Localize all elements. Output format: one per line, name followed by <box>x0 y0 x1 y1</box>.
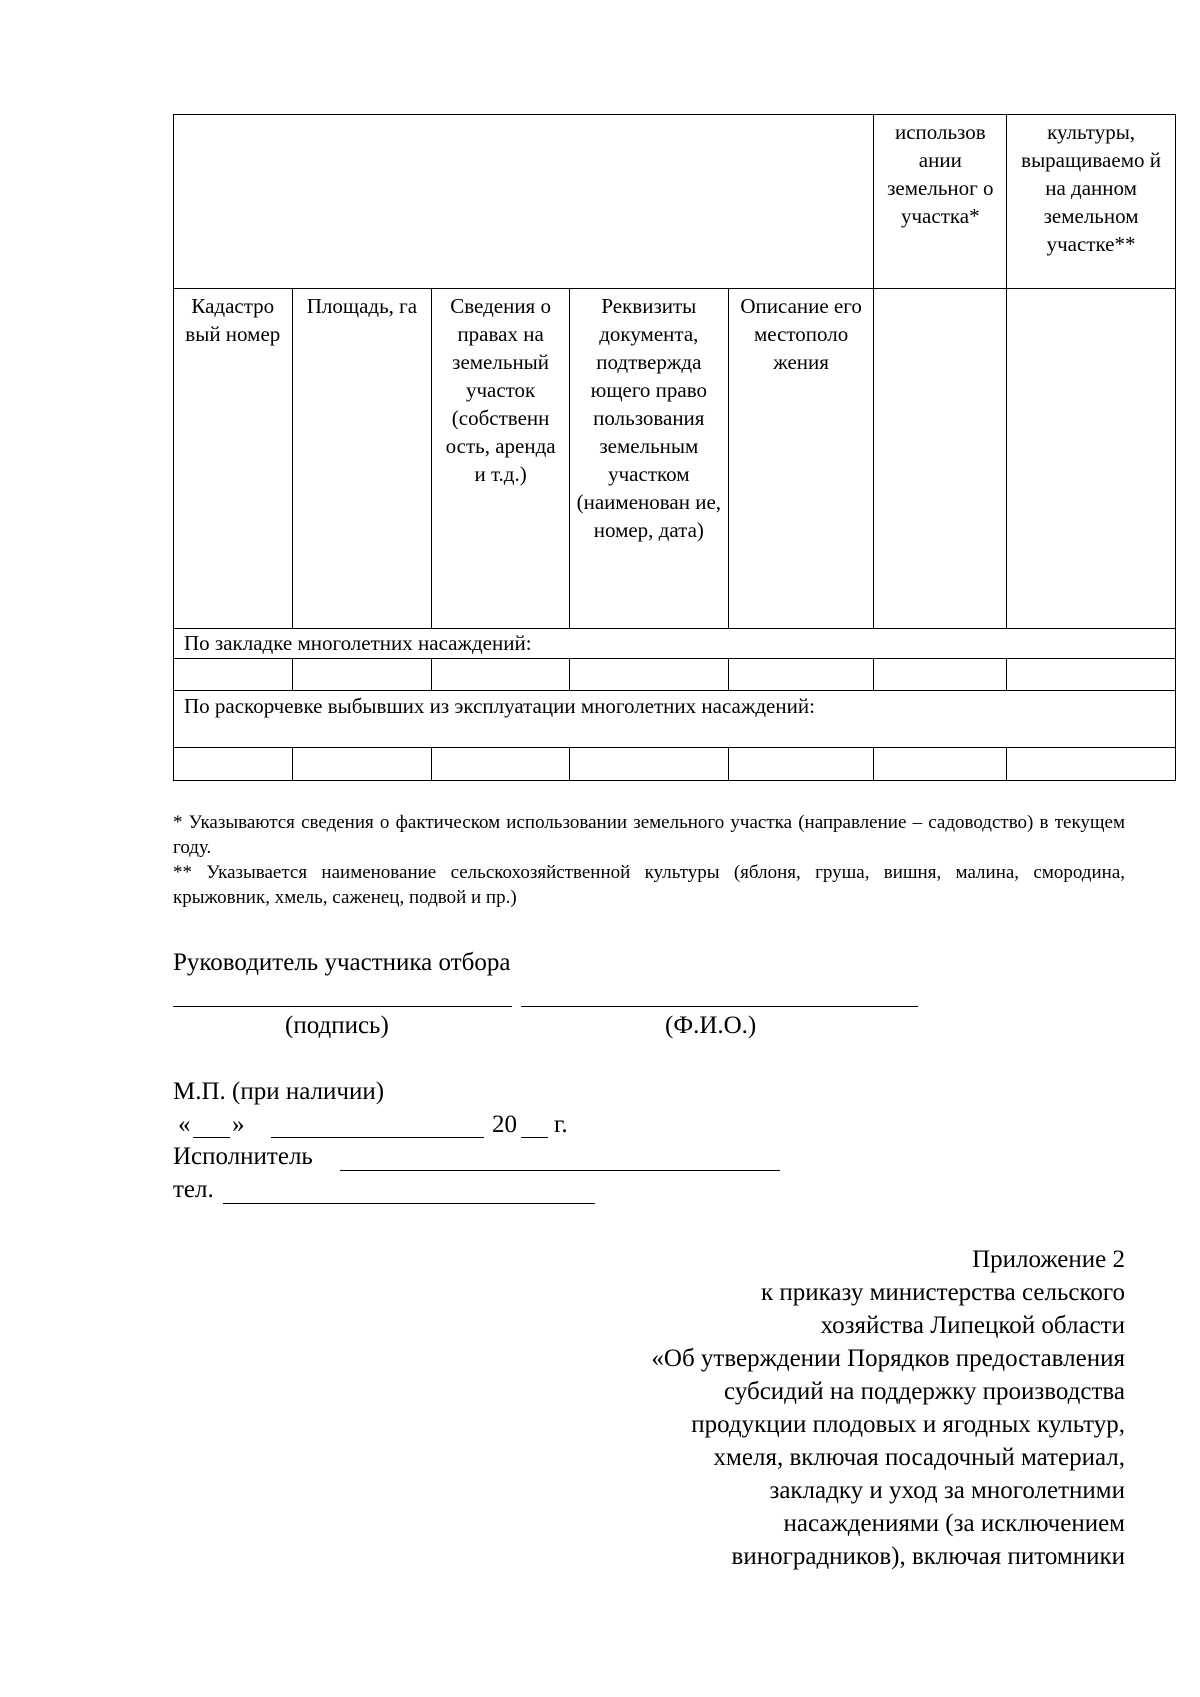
table-row <box>174 748 1176 781</box>
table-cell[interactable] <box>874 748 1007 781</box>
header-cell-crop: культуры, выращиваемо й на данном земельном участке** <box>1007 115 1176 289</box>
stamp-label: М.П. (при наличии) <box>173 1078 385 1105</box>
section-row-uprooting <box>174 691 1176 748</box>
date-close-quote: » <box>232 1111 245 1138</box>
appendix-line: насаждениями (за исключением <box>783 1510 1125 1537</box>
header-cell-empty <box>874 289 1007 629</box>
executor-line[interactable] <box>340 1170 780 1171</box>
table-cell[interactable] <box>728 659 874 691</box>
appendix-line: Приложение 2 <box>972 1246 1125 1273</box>
name-caption: (Ф.И.О.) <box>665 1012 757 1039</box>
table-cell[interactable] <box>728 748 874 781</box>
table-cell[interactable] <box>432 659 570 691</box>
date-month-line[interactable] <box>271 1137 484 1138</box>
head-label: Руководитель участника отбора <box>173 949 511 976</box>
footnote-2: ** Указывается наименование сельскохозяйственной культуры (яблоня, груша, вишня, малина, смородина, крыжовник, хмель, саженец, подвой и пр.) <box>173 862 1125 908</box>
appendix-line: субсидий на поддержку производства <box>724 1378 1125 1405</box>
table-header-columns-row <box>174 289 1176 629</box>
table-cell[interactable] <box>432 748 570 781</box>
header-cell-document-details: Реквизиты документа, подтвержда ющего право пользования земельным участком (наименован ие, номер, дата) <box>569 289 728 629</box>
section-row-planting <box>174 629 1176 659</box>
table-cell[interactable] <box>874 659 1007 691</box>
appendix-line: хозяйства Липецкой области <box>820 1312 1125 1339</box>
table-cell[interactable] <box>174 748 293 781</box>
header-cell-rights: Сведения о правах на земельный участок (собственн ость, аренда и т.д.) <box>432 289 570 629</box>
header-cell-area: Площадь, га <box>292 289 432 629</box>
name-line[interactable] <box>521 1006 918 1007</box>
land-plots-table <box>173 114 1176 781</box>
header-cell-cadastral-number: Кадастро вый номер <box>174 289 293 629</box>
section-title-uprooting: По раскорчевке выбывших из эксплуатации многолетних насаждений: <box>174 691 1176 748</box>
signature-caption: (подпись) <box>285 1012 389 1039</box>
phone-line[interactable] <box>223 1203 595 1204</box>
header-blank-cell <box>174 115 874 289</box>
header-cell-land-use: использов ании земельног о участка* <box>874 115 1007 289</box>
header-cell-empty <box>1007 289 1176 629</box>
date-day-line[interactable] <box>193 1137 230 1138</box>
footnote-1: * Указываются сведения о фактическом использовании земельного участка (направление – садоводство) в текущем году. <box>173 812 1125 858</box>
phone-label: тел. <box>173 1176 214 1203</box>
appendix-header <box>425 1243 1125 1573</box>
table-cell[interactable] <box>569 748 728 781</box>
appendix-line: виноградников), включая питомники <box>731 1543 1125 1570</box>
table-cell[interactable] <box>569 659 728 691</box>
appendix-line: хмеля, включая посадочный материал, <box>713 1444 1125 1471</box>
section-title-planting: По закладке многолетних насаждений: <box>174 629 1176 659</box>
date-year-line[interactable] <box>521 1137 548 1138</box>
table-cell[interactable] <box>1007 748 1176 781</box>
table-cell[interactable] <box>1007 659 1176 691</box>
signature-line[interactable] <box>173 1006 512 1007</box>
executor-label: Исполнитель <box>173 1143 313 1170</box>
header-cell-location: Описание его местополо жения <box>728 289 874 629</box>
table-cell[interactable] <box>292 748 432 781</box>
appendix-line: «Об утверждении Порядков предоставления <box>651 1345 1125 1372</box>
table-header-top-row <box>174 115 1176 289</box>
appendix-line: к приказу министерства сельского <box>760 1279 1125 1306</box>
table-cell[interactable] <box>292 659 432 691</box>
footnotes <box>173 810 1125 910</box>
table-row <box>174 659 1176 691</box>
date-open-quote: « <box>178 1111 191 1138</box>
appendix-line: закладку и уход за многолетними <box>769 1477 1125 1504</box>
date-year-prefix: 20 <box>492 1111 517 1138</box>
table-cell[interactable] <box>174 659 293 691</box>
appendix-line: продукции плодовых и ягодных культур, <box>691 1411 1125 1438</box>
date-year-suffix: г. <box>554 1111 568 1138</box>
